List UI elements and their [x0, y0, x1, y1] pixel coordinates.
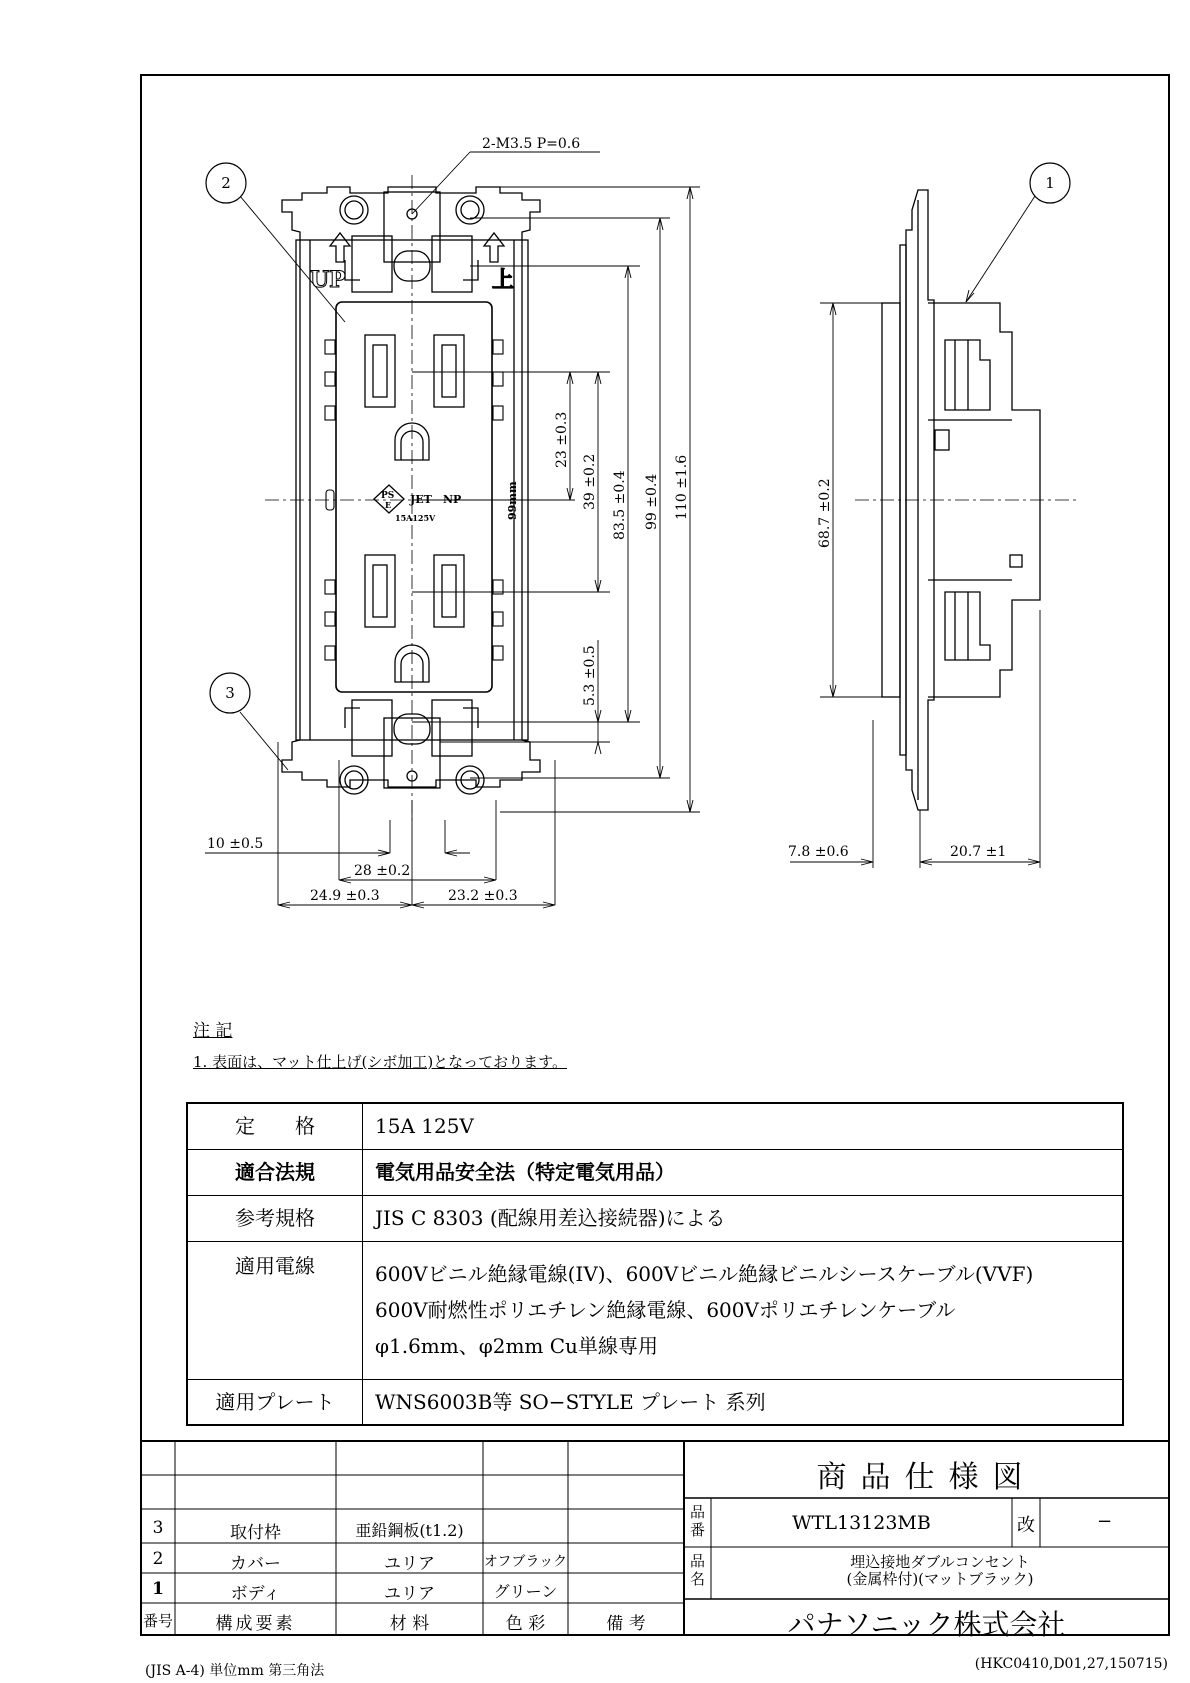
side-dim-labels: [788, 478, 1006, 860]
dim-10: 10 ±0.5: [207, 836, 264, 852]
footer-doc-code: (HKC0410,D01,27,150715): [974, 1656, 1168, 1672]
spec-value: WNS6003B等 SO−STYLE プレート 系列: [363, 1379, 1124, 1425]
part-no: 3: [152, 1518, 164, 1538]
hinban-label: 品番: [689, 1503, 705, 1539]
spec-row-standard: [187, 1195, 1123, 1241]
cert-jet: JET: [410, 493, 432, 506]
up-mark-latin: UP: [310, 267, 346, 293]
callout-1: 1: [1045, 174, 1055, 192]
spec-key: 参考規格: [187, 1195, 363, 1241]
spec-value-line: 600V耐燃性ポリエチレン絶縁電線、600Vポリエチレンケーブル: [375, 1298, 956, 1322]
company-name: パナソニック株式会社: [787, 1608, 1066, 1641]
hinban-value: WTL13123MB: [792, 1512, 931, 1534]
kai-value: −: [1096, 1511, 1113, 1532]
spec-value: 15A 125V: [363, 1103, 1124, 1149]
part-material: ユリア: [384, 1584, 435, 1604]
spec-value: JIS C 8303 (配線用差込接続器)による: [363, 1195, 1124, 1241]
dim-23-2: 23.2 ±0.3: [448, 888, 518, 904]
doc-title: 商品仕様図: [816, 1460, 1037, 1495]
spec-row-wire: [187, 1241, 1123, 1379]
spec-row-law: [187, 1149, 1123, 1195]
part-no: 2: [152, 1549, 164, 1569]
dim-23: 23 ±0.3: [554, 411, 570, 468]
spec-value-line: φ1.6mm、φ2mm Cu単線専用: [375, 1334, 658, 1358]
notes-item-1: 1. 表面は、マット仕上げ(シボ加工)となっております。: [193, 1053, 567, 1071]
kai-label: 改: [1017, 1515, 1035, 1536]
spec-value: 電気用品安全法（特定電気用品）: [363, 1149, 1124, 1195]
side-view: [855, 190, 1080, 810]
part-color: オフブラック: [483, 1554, 568, 1570]
header-no: 番号: [142, 1612, 173, 1630]
dim-99: 99 ±0.4: [644, 473, 660, 530]
spec-row-rating: [187, 1103, 1123, 1149]
dim-110: 110 ±1.6: [674, 454, 690, 520]
dim-24-9: 24.9 ±0.3: [310, 888, 380, 904]
spec-key: 適合法規: [187, 1149, 363, 1195]
hinmei-line-1: 埋込接地ダブルコンセント: [850, 1553, 1030, 1571]
header-color: 色 彩: [505, 1614, 546, 1634]
hinmei-line-2: (金属枠付)(マットブラック): [846, 1570, 1034, 1588]
model-code-mark: 99mm: [506, 481, 519, 520]
spec-table: [186, 1102, 1124, 1426]
cert-ps: PS: [381, 491, 395, 501]
cert-e: E: [385, 500, 392, 510]
spec-key: 適用プレート: [187, 1379, 363, 1425]
front-dim-labels: [207, 136, 690, 904]
header-remark: 備 考: [606, 1614, 646, 1634]
dim-68-7: 68.7 ±0.2: [817, 478, 833, 548]
part-name: 取付枠: [230, 1523, 281, 1543]
dim-5-3: 5.3 ±0.5: [582, 645, 598, 706]
header-material: 材 料: [389, 1614, 430, 1634]
front-marks: [310, 267, 519, 523]
footer-scale-note: (JIS A-4) 単位mm 第三角法: [145, 1663, 325, 1679]
spec-row-plate: [187, 1379, 1123, 1425]
callout-3: 3: [225, 684, 235, 702]
side-dims: [790, 303, 1040, 868]
callout-2: 2: [221, 174, 231, 192]
dim-39: 39 ±0.2: [582, 453, 598, 510]
dim-7-8: 7.8 ±0.6: [788, 844, 849, 860]
cert-np: NP: [443, 493, 462, 506]
up-mark-kanji: 上: [492, 267, 515, 293]
part-no: 1: [152, 1579, 164, 1599]
hinmei-label: 品名: [689, 1552, 705, 1588]
part-name: ボディ: [230, 1584, 281, 1604]
part-name: カバー: [230, 1554, 281, 1574]
part-material: 亜鉛鋼板(t1.2): [355, 1521, 464, 1540]
spec-value-line: 600Vビニル絶縁電線(IV)、600Vビニル絶縁ビニルシースケーブル(VVF): [375, 1262, 1034, 1286]
spec-key: 適用電線: [187, 1241, 363, 1379]
spec-value: [363, 1241, 1124, 1379]
dim-83: 83.5 ±0.4: [612, 470, 628, 540]
dim-20-7: 20.7 ±1: [950, 844, 1007, 860]
header-name: 構成要素: [215, 1614, 296, 1634]
spec-key: 定 格: [187, 1103, 363, 1149]
dim-28: 28 ±0.2: [354, 863, 411, 879]
rating-mark: 15A125V: [395, 513, 436, 523]
dim-screw: 2-M3.5 P=0.6: [482, 136, 581, 152]
part-material: ユリア: [384, 1554, 435, 1574]
part-color: グリーン: [493, 1582, 558, 1601]
notes-heading: 注 記: [193, 1021, 233, 1041]
